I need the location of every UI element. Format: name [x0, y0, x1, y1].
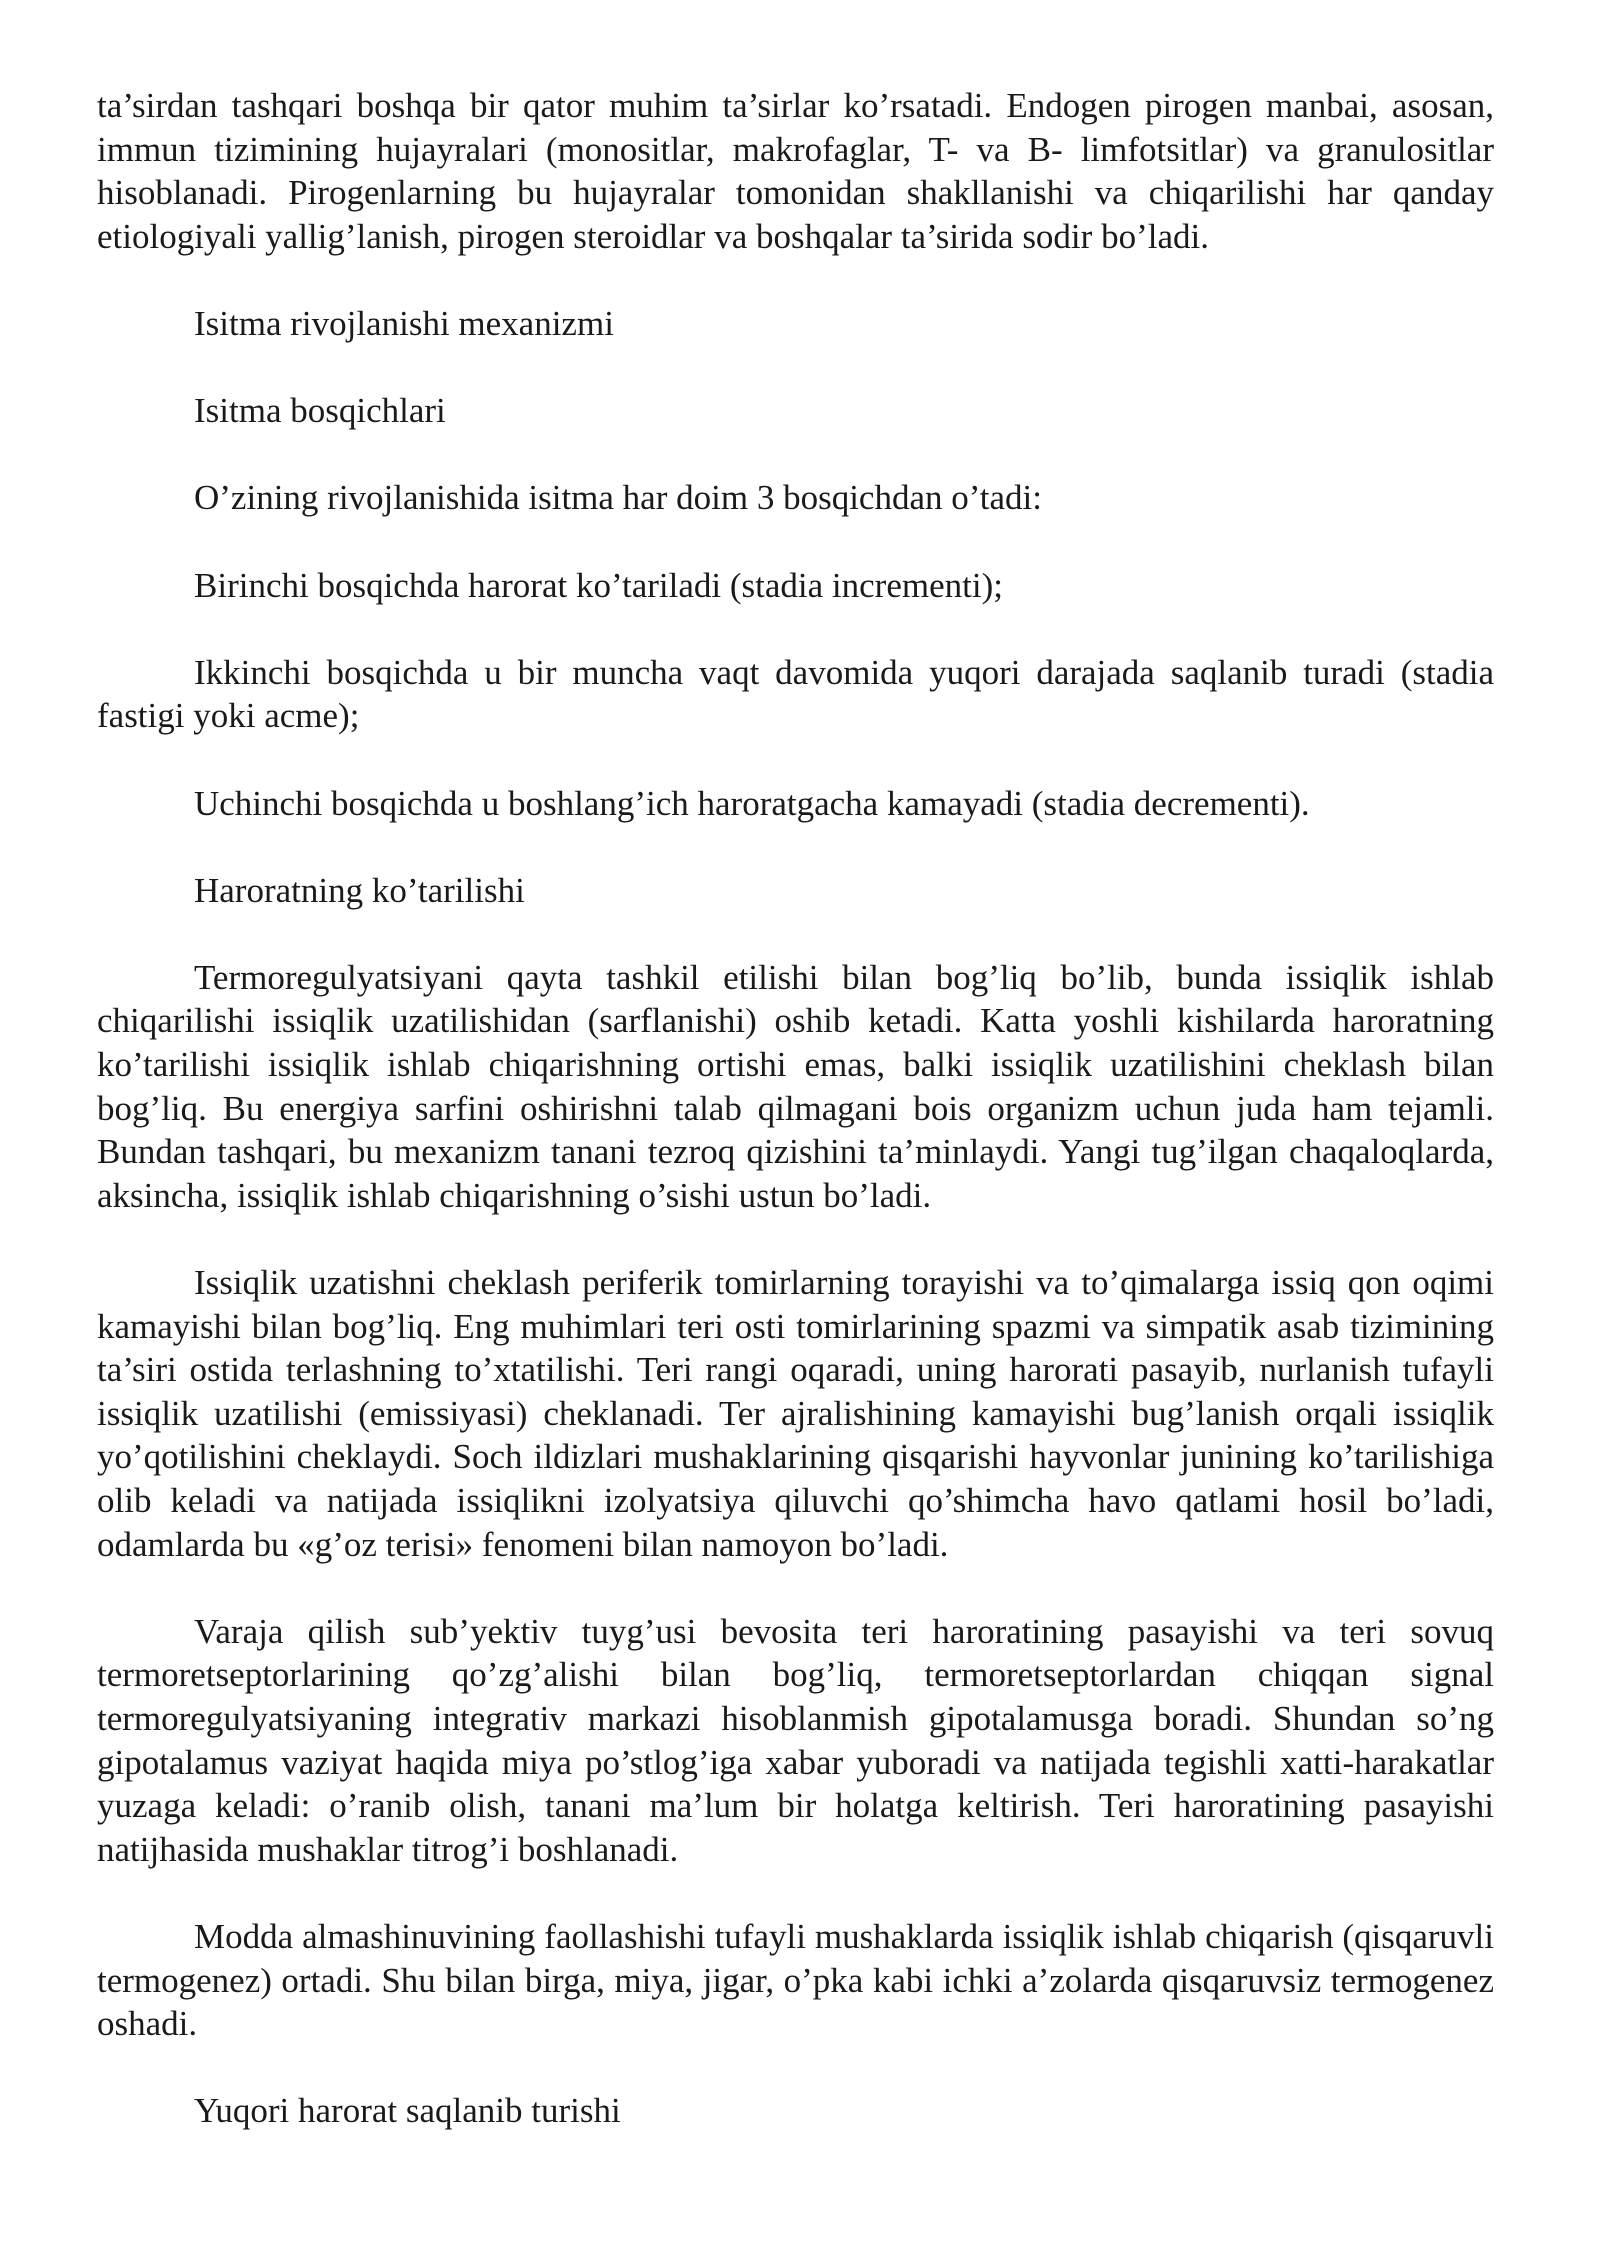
line-birinchi-bosqich: Birinchi bosqichda harorat ko’tariladi (stadia incrementi);	[194, 565, 1003, 605]
line-uchinchi-bosqich: Uchinchi bosqichda u boshlang’ich haroratgacha kamayadi (stadia decrementi).	[194, 783, 1310, 823]
paragraph-termoregulyatsiya: Termoregulyatsiyani qayta tashkil etilishi bilan bog’liq bo’lib, bunda issiqlik ishlab chiqarilishi issiqlik uzatilishidan (sarflanishi) oshib ketadi. Katta yoshli kishilarda haroratning ko’tarilishi issiqlik ishlab chiqarishning ortishi emas, balki issiqlik uzatilishini cheklash bilan bog’liq. Bu energiya sarfini oshirishni talab qilmagani bois organizm uchun juda ham tejamli. Bundan tashqari, bu mexanizm tanani tezroq qizishini ta’minlaydi. Yangi tug’ilgan chaqaloqlarda, aksincha, issiqlik ishlab chiqarishning o’sishi ustun bo’ladi.	[97, 957, 1494, 1215]
paragraph-endogen-pirogen: ta’sirdan tashqari boshqa bir qator muhim ta’sirlar ko’rsatadi. Endogen pirogen manbai, asosan, immun tizimining hujayralari (monositlar, makrofaglar, T- va B- limfotsitlar) va granulositlar hisoblanadi. Pirogenlarning bu hujayralar tomonidan shakllanishi va chiqarilishi har qanday etiologiyali yallig’lanish, pirogen steroidlar va boshqalar ta’sirida sodir bo’ladi.	[97, 86, 1494, 256]
document-page	[97, 84, 1494, 2177]
paragraph-issiqlik-uzatish: Issiqlik uzatishni cheklash periferik tomirlarning torayishi va to’qimalarga issiq qon oqimi kamayishi bilan bog’liq. Eng muhimlari teri osti tomirlarining spazmi va simpatik asab tizimining ta’siri ostida terlashning to’xtatilishi. Teri rangi oqaradi, uning harorati pasayib, nurlanish tufayli issiqlik uzatilishi (emissiyasi) cheklanadi. Ter ajralishining kamayishi bug’lanish orqali issiqlik yo’qotilishini cheklaydi. Soch ildizlari mushaklarining qisqarishi hayvonlar junining ko’tarilishiga olib keladi va natijada issiqlikni izolyatsiya qiluvchi qo’shimcha havo qatlami hosil bo’ladi, odamlarda bu «g’oz terisi» fenomeni bilan namoyon bo’ladi.	[97, 1263, 1494, 1564]
heading-yuqori-harorat: Yuqori harorat saqlanib turishi	[194, 2091, 621, 2131]
paragraph-modda-almashinuvi: Modda almashinuvining faollashishi tufayli mushaklarda issiqlik ishlab chiqarish (qisqaruvli termogenez) ortadi. Shu bilan birga, miya, jigar, o’pka kabi ichki a’zolarda qisqaruvsiz termogenez oshadi.	[97, 1916, 1494, 2044]
paragraph-varaja: Varaja qilish sub’yektiv tuyg’usi bevosita teri haroratining pasayishi va teri sovuq termoretseptorlarining qo’zg’alishi bilan bog’liq, termoretseptorlardan chiqqan signal termoregulyatsiyaning integrativ markazi hisoblanmish gipotalamusga boradi. Shundan so’ng gipotalamus vaziyat haqida miya po’stlog’iga xabar yuboradi va natijada tegishli xatti-harakatlar yuzaga keladi: o’ranib olish, tanani ma’lum bir holatga keltirish. Teri haroratining pasayishi natijhasida mushaklar titrog’i boshlanadi.	[97, 1611, 1494, 1869]
heading-isitma-bosqichlari: Isitma bosqichlari	[194, 391, 446, 431]
paragraph-ikkinchi-bosqich: Ikkinchi bosqichda u bir muncha vaqt davomida yuqori darajada saqlanib turadi (stadia fastigi yoki acme);	[97, 652, 1494, 736]
heading-isitma-mexanizmi: Isitma rivojlanishi mexanizmi	[194, 303, 614, 343]
heading-haroratning-kotarilishi: Haroratning ko’tarilishi	[194, 870, 525, 910]
line-uch-bosqich: O’zining rivojlanishida isitma har doim 3 bosqichdan o’tadi:	[194, 478, 1042, 518]
